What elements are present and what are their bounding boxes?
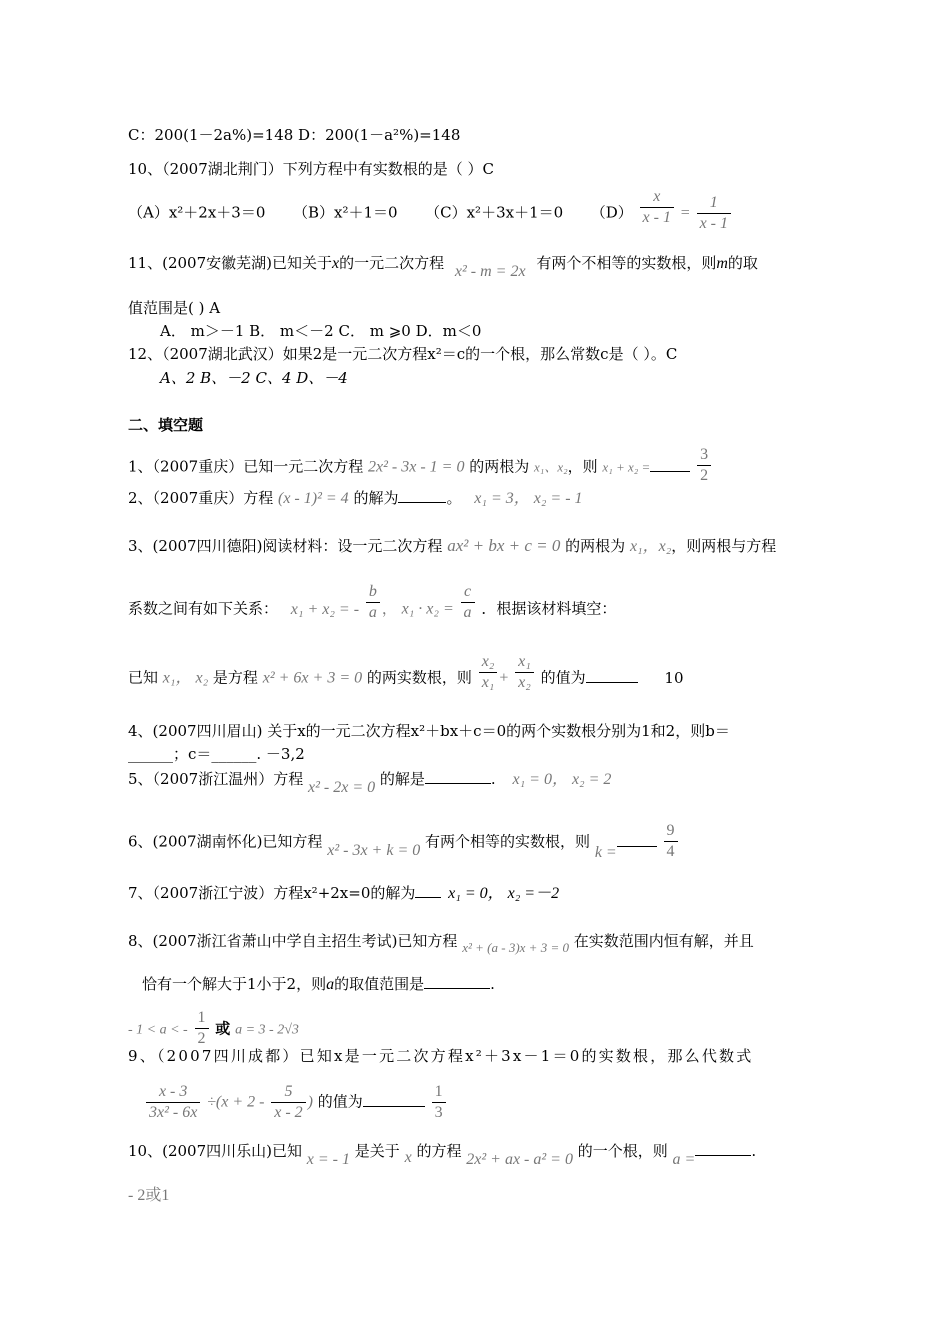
f3-relations: 系数之间有如下关系： x₁ + x₂ = - $\frac{b}{a}$ ， x₁ · x₂ = $\frac{c}{a}$ ．根据该材料填空： xyxy=(128,583,617,621)
f1-blank[interactable] xyxy=(650,457,690,472)
f3-roots: x₁，x₂ xyxy=(629,538,672,555)
q11-stem-line2: 值范围是( ) A xyxy=(128,299,221,317)
f6-blank[interactable] xyxy=(617,832,657,847)
f2-answer: x₁ = 3， x₂ = - 1 xyxy=(474,490,583,507)
f5-answer: x₁ = 0， x₂ = 2 xyxy=(512,771,612,788)
f9-frac2: $\frac{5}{x - 2}$ xyxy=(271,1082,305,1123)
f7-answer: x₁ = 0， x₂ =－2 xyxy=(448,885,560,902)
f1-equation: 2x² - 3x - 1 = 0 xyxy=(368,458,465,476)
f3-question: 已知 x₁， x₂ 是方程 x² + 6x + 3 = 0 的两实数根，则 $\frac{\text{x₂}}{\text{x₁}}$ + $\frac{\text{x₁}}{\text{x₂}}$ 的值为 10 xyxy=(128,653,684,691)
f6-stem: 6、(2007湖南怀化)已知方程 x² - 3x + k = 0 有两个相等的实数根，则 k = $\frac{9}{4}$ xyxy=(128,823,680,864)
q10-option-d-label: （D） xyxy=(590,203,633,222)
q9-options-cd: C：200(1－2a%)=148 D：200(1－a²%)=148 xyxy=(128,126,461,144)
f3-expr-frac2: $\frac{\text{x₁}}{\text{x₂}}$ xyxy=(515,652,534,693)
f8-answer-frac: $\frac{1}{2}$ xyxy=(195,1008,209,1049)
q11-options: A． m＞－1 B． m＜－2 C． m ⩾0 D．m＜0 xyxy=(160,322,482,340)
q10-option-b: （B）x²＋1＝0 xyxy=(292,203,398,222)
f5-equation: x² - 2x = 0 xyxy=(308,779,376,796)
f3-equation: ax² + bx + c = 0 xyxy=(447,536,561,555)
f8-equation: x² + (a - 3)x + 3 = 0 xyxy=(462,940,569,955)
f1-answer: $\frac{3}{2}$ xyxy=(697,445,711,486)
f3-rel2-frac: $\frac{c}{a}$ xyxy=(461,582,475,623)
q10-option-c: （C）x²＋3x＋1＝0 xyxy=(425,203,564,222)
f9-frac1: $\frac{x - 3}{\text{3x² - 6x}}$ xyxy=(146,1082,200,1123)
q10-d-frac2: $\frac{1}{x - 1}$ xyxy=(697,193,731,234)
f2-stem: 2、（2007重庆）方程 (x - 1)² = 4 的解为 。 x₁ = 3， x₂ = - 1 xyxy=(128,489,583,507)
f5-stem: 5、（2007浙江温州）方程 x² - 2x = 0 的解是 . x₁ = 0， x₂ = 2 xyxy=(128,768,611,799)
f3-rel1-frac: $\frac{b}{a}$ xyxy=(366,582,380,623)
f10-equation1: x = - 1 xyxy=(306,1151,350,1168)
f9-answer: $\frac{1}{3}$ xyxy=(432,1082,446,1123)
f10-answer: - 2或1 xyxy=(128,1187,170,1204)
q11-stem: 11、(2007安徽芜湖)已知关于x的一元二次方程 x² - m = 2x 有两个不相等的实数根，则m的取 xyxy=(128,252,758,283)
f8-answer: - 1 < a < - $\frac{1}{2}$ 或 a = 3 - 2√3 xyxy=(128,1009,299,1047)
f10-equation2: 2x² + ax - a² = 0 xyxy=(466,1151,573,1168)
q11-equation: x² - m = 2x xyxy=(454,263,526,280)
f10-stem: 10、(2007四川乐山)已知 x = - 1 是关于 x 的方程 2x² + ax - a² = 0 的一个根，则 a = . xyxy=(128,1140,756,1171)
f5-blank[interactable] xyxy=(425,769,491,784)
section-heading-fill-in: 二、填空题 xyxy=(128,416,204,434)
f2-equation: (x - 1)² = 4 xyxy=(278,490,349,507)
q12-options: A、2 B、－2 C、4 D、－4 xyxy=(160,369,348,387)
f2-blank[interactable] xyxy=(398,488,446,503)
q12-stem: 12、（2007湖北武汉）如果2是一元二次方程x²＝c的一个根，那么常数c是（ ）。C xyxy=(128,345,678,363)
f6-answer: $\frac{9}{4}$ xyxy=(664,821,678,862)
f10-blank[interactable] xyxy=(695,1141,751,1156)
f9-blank[interactable] xyxy=(363,1092,425,1107)
f4-stem: 4、(2007四川眉山) 关于x的一元二次方程x²＋bx＋c＝0的两个实数根分别为1和2，则b＝ xyxy=(128,722,730,740)
f8-stem: 8、(2007浙江省萧山中学自主招生考试)已知方程 x² + (a - 3)x + 3 = 0 在实数范围内恒有解，并且 xyxy=(128,930,754,959)
f9-stem: 9、（2007四川成都）已知x是一元二次方程x²＋3x－1＝0的实数根，那么代数式 xyxy=(128,1047,754,1065)
f3-question-equation: x² + 6x + 3 = 0 xyxy=(262,669,363,687)
f8-blank[interactable] xyxy=(424,974,490,989)
f1-sum: x₁ + x₂ = xyxy=(602,459,651,475)
f3-expr-frac1: $\frac{\text{x₂}}{\text{x₁}}$ xyxy=(479,652,498,693)
f6-equation: x² - 3x + k = 0 xyxy=(327,841,421,859)
f4-stem-line2: ______；c＝______. －3,2 xyxy=(128,745,305,763)
q10-options: （A）x²＋2x＋3＝0 （B）x²＋1＝0 （C）x²＋3x＋1＝0 （D） $\frac{x}{x - 1}$ = $\frac{1}{x - 1}$ xyxy=(128,193,733,234)
q10-option-a: （A）x²＋2x＋3＝0 xyxy=(128,203,266,222)
f7-blank[interactable] xyxy=(415,883,441,898)
f9-expression: $\frac{x - 3}{\text{3x² - 6x}}$ ÷(x + 2 - $\frac{5}{x - 2}$ ) 的值为 $\frac{1}{3}$ xyxy=(144,1082,448,1123)
q10-stem: 10、（2007湖北荆门）下列方程中有实数根的是（ ）C xyxy=(128,160,495,178)
f1-roots: x₁、x₂ xyxy=(534,459,568,475)
f3-answer: 10 xyxy=(664,668,684,687)
f7-stem: 7、（2007浙江宁波）方程x²+2x=0的解为 x₁ = 0， x₂ =－2 xyxy=(128,884,560,902)
f8-stem-line2: 恰有一个解大于1小于2，则a的取值范围是 . xyxy=(142,975,495,993)
f3-stem: 3、(2007四川德阳)阅读材料：设一元二次方程 ax² + bx + c = 0 的两根为 x₁，x₂，则两根与方程 xyxy=(128,536,777,555)
f1-stem: 1、（2007重庆）已知一元二次方程 2x² - 3x - 1 = 0 的两根为 x₁、x₂，则 x₁ + x₂ = $\frac{3}{2}$ xyxy=(128,449,713,486)
f3-blank[interactable] xyxy=(586,668,638,683)
q10-d-frac1: $\frac{x}{x - 1}$ xyxy=(640,187,674,228)
